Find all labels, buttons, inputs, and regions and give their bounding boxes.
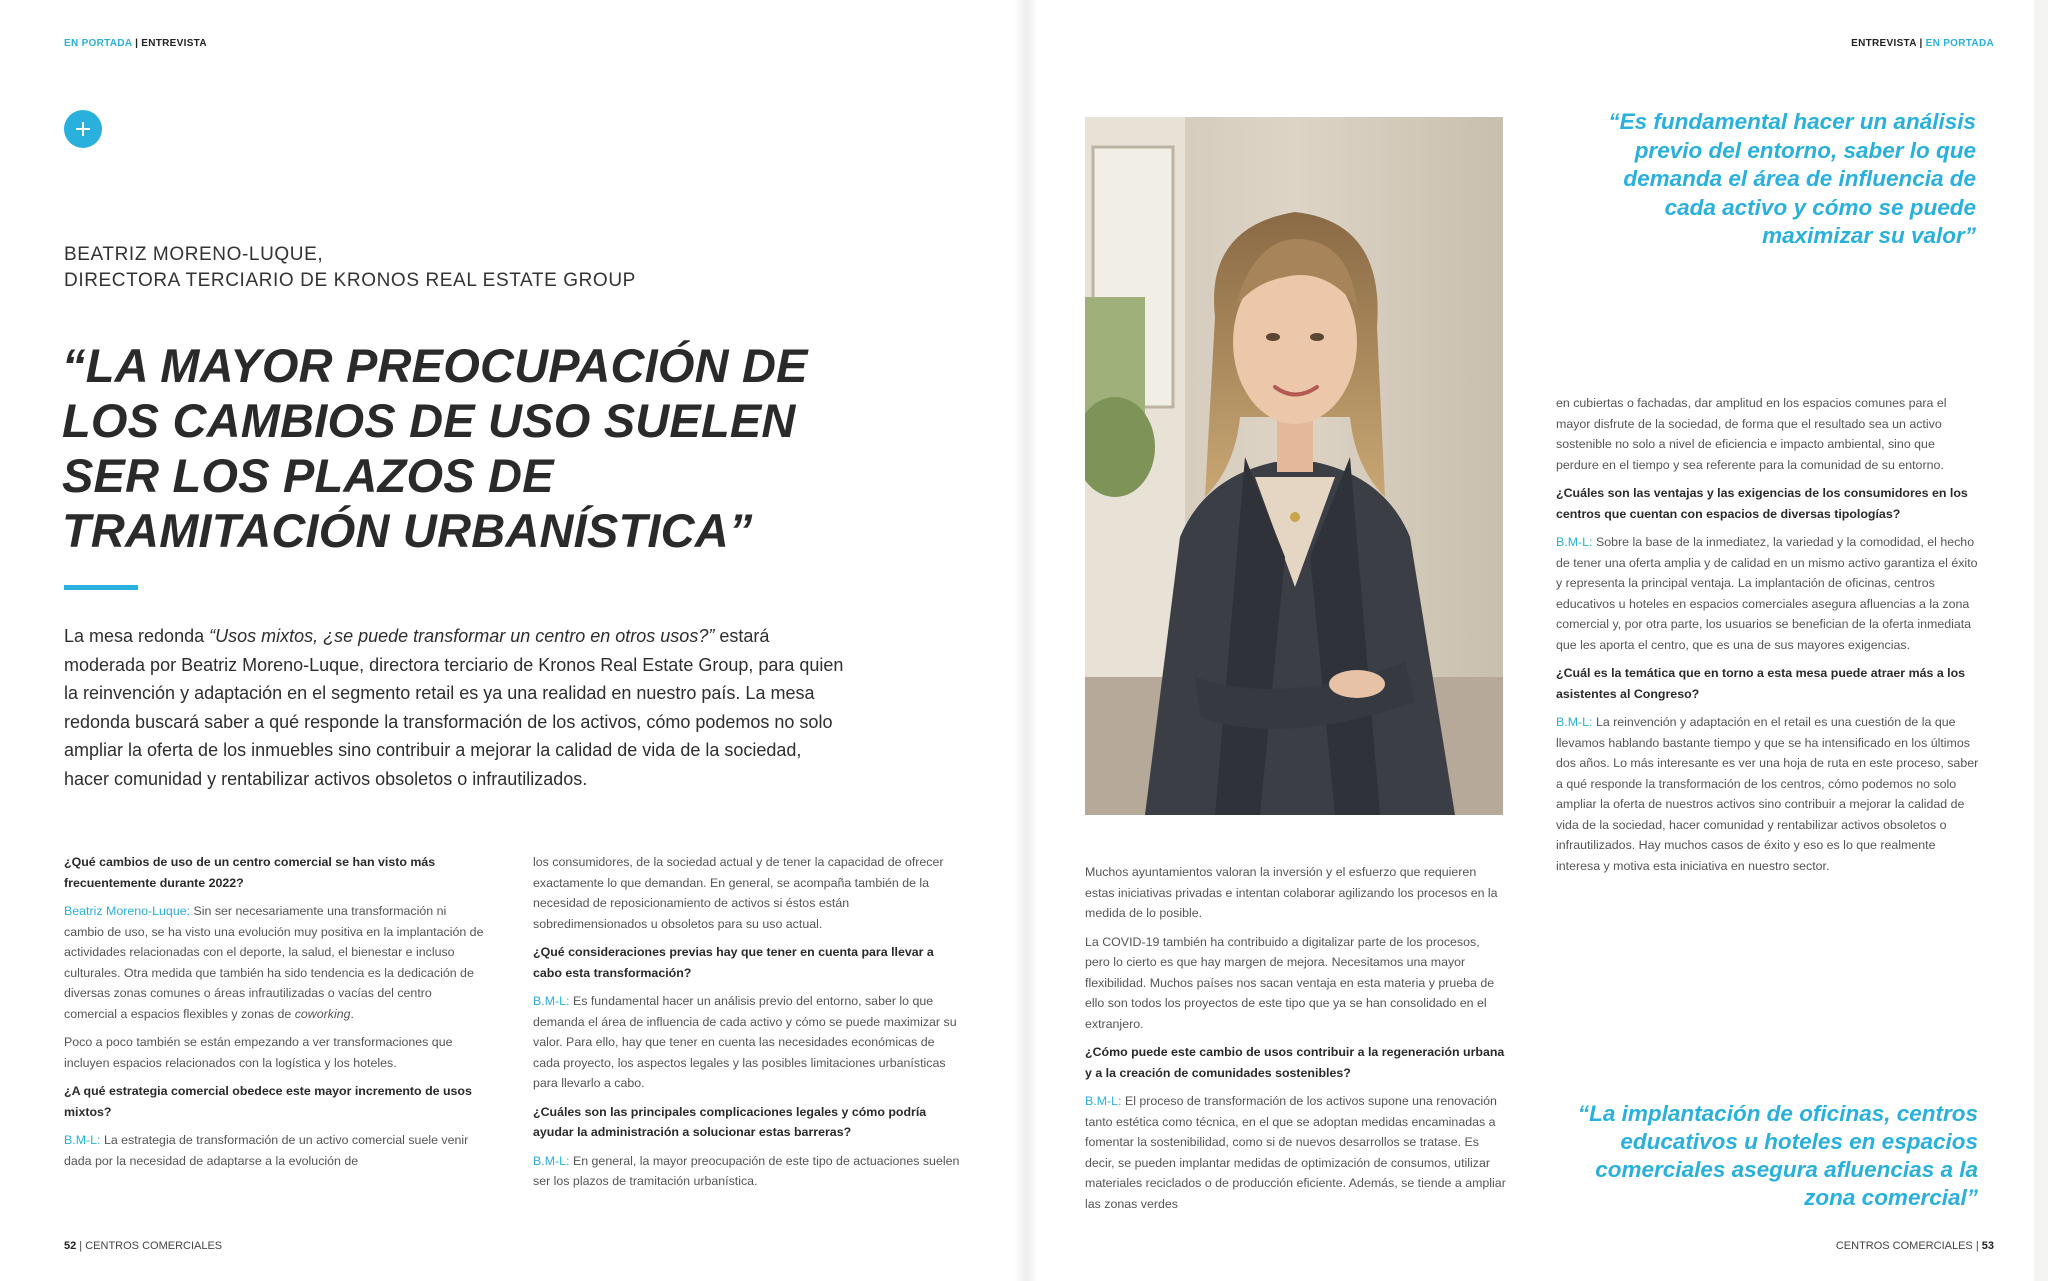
- answer: [64, 1130, 484, 1171]
- text-column-4: [1556, 393, 1980, 884]
- intro-text-1: La mesa redonda: [64, 626, 210, 646]
- answer-text: La estrategia de transformación de un activo comercial suele venir dada por la necesidad de adaptarse a la evolución de: [64, 1133, 469, 1168]
- question: ¿Cómo puede este cambio de usos contribuir a la regeneración urbana y a la creación de comunidades sostenibles?: [1085, 1045, 1505, 1080]
- question: ¿Qué consideraciones previas hay que tener en cuenta para llevar a cabo esta transformación?: [533, 945, 934, 980]
- answer-text: Sobre la base de la inmediatez, la variedad y la comodidad, el hecho de tener una oferta amplia y de calidad en un mismo activo garantiza el éxito y representa la principal ventaja. La implantación de oficinas, centros educativos u hoteles en espacios comerciales asegura afluencias a la zona comercial y, por otra parte, los usuarios se benefician de la oferta inmediata que les aporta el centro, que es una de sus mayores exigencias.: [1556, 535, 1978, 652]
- section-label-dark: ENTREVISTA: [1851, 38, 1917, 49]
- answer-text: Es fundamental hacer un análisis previo del entorno, saber lo que demanda el área de influencia de cada activo y cómo se puede maximizar su valor. Para ello, hay que tener en cuenta las necesidades económicas de cada proyecto, los aspectos legales y las posibles limitaciones urbanísticas para llevarlo a cabo.: [533, 994, 957, 1090]
- speaker-label: B.M-L:: [1556, 715, 1593, 729]
- speaker-label: B.M-L:: [1556, 535, 1593, 549]
- question: ¿Qué cambios de uso de un centro comercial se han visto más frecuentemente durante 2022?: [64, 855, 436, 890]
- answer-text: Sin ser necesariamente una transformación ni cambio de uso, se ha visto una evolución muy positiva en la implantación de actividades relacionadas con el deporte, la salud, el bienestar e incluso culturales. Otra medida que también ha sido tendencia es la dedicación de diversas zonas comunes o áreas infrautilizadas o vacías del centro comercial a espacios flexibles y zonas de: [64, 904, 484, 1021]
- text-column-2: [533, 852, 963, 1200]
- page-folio: [64, 1240, 222, 1252]
- intro-text-2: estará moderada por Beatriz Moreno-Luque, directora terciario de Kronos Real Estate Group, para quien la reinvención y adaptación en el segmento retail es ya una realidad en nuestro país. La mesa redonda buscará saber a qué responde la transformación de los activos, cómo podemos no solo ampliar la oferta de los inmuebles sino contribuir a mejorar la calidad de vida de la sociedad, hacer comunidad y rentabilizar activos obsoletos o infrautilizados.: [64, 626, 844, 789]
- section-label-sep: |: [132, 38, 142, 49]
- publication-name: CENTROS COMERCIALES: [1835, 1240, 1973, 1252]
- plus-button[interactable]: [64, 110, 102, 148]
- intro-paragraph: [64, 622, 844, 793]
- paragraph: Muchos ayuntamientos valoran la inversión y el esfuerzo que requieren estas iniciativas privadas e intentan colaborar agilizando los procesos en la medida de lo posible.: [1085, 865, 1498, 920]
- section-label-blue: EN PORTADA: [1925, 38, 1994, 49]
- question: ¿A qué estrategia comercial obedece este mayor incremento de usos mixtos?: [64, 1084, 472, 1119]
- byline-title: DIRECTORA TERCIARIO DE KRONOS REAL ESTATE GROUP: [64, 270, 636, 291]
- page-gutter: [1014, 0, 1038, 1281]
- answer: [64, 901, 484, 1024]
- answer: [533, 1151, 963, 1192]
- answer-italic: coworking: [294, 1006, 351, 1021]
- section-label-dark: ENTREVISTA: [141, 38, 207, 49]
- headline: “LA MAYOR PREOCUPACIÓN DE LOS CAMBIOS DE USO SUELEN SER LOS PLAZOS DE TRAMITACIÓN URBANÍSTICA”: [62, 339, 808, 557]
- accent-rule: [64, 585, 138, 590]
- answer-end: .: [350, 1006, 354, 1021]
- answer: [1085, 1091, 1507, 1214]
- paragraph: los consumidores, de la sociedad actual y de tener la capacidad de ofrecer exactamente lo que demandan. En general, se acompaña también de la necesidad de reposicionamiento de activos si éstos están sobredimensionados u obsoletos para su uso actual.: [533, 855, 944, 931]
- answer-text: En general, la mayor preocupación de este tipo de actuaciones suelen ser los plazos de tramitación urbanística.: [533, 1153, 960, 1188]
- answer-text: La reinvención y adaptación en el retail es una cuestión de la que llevamos hablando bastante tiempo y que se ha intensificado en los últimos dos años. Lo más interesante es ver una hoja de ruta en este proceso, saber a qué responde la transformación de los centros, cómo podemos no solo ampliar la oferta de nuestros activos sino contribuir a mejorar la calidad de vida de la sociedad, hacer comunidad y rentabilizar activos obsoletos o infrautilizados. Hay muchos casos de éxito y eso es lo que realmente interesa y motiva esta iniciativa en nuestro sector.: [1556, 715, 1979, 873]
- paragraph: La COVID-19 también ha contribuido a digitalizar parte de los procesos, pero lo cierto es que hay margen de mejora. Necesitamos una mayor flexibilidad. Muchos países nos sacan ventaja en esta materia y prueba de ello son todos los proyectos de este tipo que ya se han consolidado en el extranjero.: [1085, 934, 1495, 1031]
- portrait-photo: [1085, 117, 1503, 815]
- folio-sep: |: [1972, 1240, 1982, 1252]
- text-column-3: [1085, 862, 1507, 1222]
- speaker-label: B.M-L:: [64, 1133, 101, 1147]
- page-number: 52: [64, 1240, 77, 1252]
- text-column-1: [64, 852, 484, 1179]
- page-folio: [1836, 1240, 1994, 1252]
- paragraph: Poco a poco también se están empezando a ver transformaciones que incluyen espacios relacionados con la logística y los hoteles.: [64, 1035, 453, 1070]
- question: ¿Cuál es la temática que en torno a esta mesa puede atraer más a los asistentes al Congreso?: [1556, 666, 1966, 701]
- publication-name: CENTROS COMERCIALES: [85, 1240, 223, 1252]
- question: ¿Cuáles son las principales complicaciones legales y cómo podría ayudar la administración a solucionar estas barreras?: [533, 1104, 927, 1139]
- speaker-label: Beatriz Moreno-Luque:: [64, 904, 191, 918]
- section-label: [1851, 38, 1994, 49]
- paragraph: en cubiertas o fachadas, dar amplitud en los espacios comunes para el mayor disfrute de la sociedad, de forma que el resultado sea un activo sostenible no solo a nivel de eficiencia e impacto ambiental, sino que perdure en el tiempo y sea referente para la comunidad de su entorno.: [1556, 396, 1947, 472]
- section-label-sep: |: [1916, 38, 1926, 49]
- folio-sep: |: [76, 1240, 86, 1252]
- answer-text: El proceso de transformación de los activos supone una renovación tanto estética como técnica, en el que se adoptan medidas encaminadas a fomentar la sostenibilidad, como si de nuevos desarrollos se tratase. Es decir, se pueden implantar medidas de optimización de consumos, utilizar materiales reciclados o de producción eficiente. Además, se tiende a ampliar las zonas verdes: [1085, 1094, 1506, 1211]
- intro-italic-title: “Usos mixtos, ¿se puede transformar un centro en otros usos?”: [209, 626, 715, 646]
- speaker-label: B.M-L:: [1085, 1094, 1122, 1108]
- page-number: 53: [1981, 1240, 1994, 1252]
- byline: [64, 242, 636, 294]
- answer: [533, 991, 963, 1094]
- pull-quote-bottom: “La implantación de oficinas, centros educativos u hoteles en espacios comerciales asegura afluencias a la zona comercial”: [1577, 1101, 1978, 1210]
- speaker-label: B.M-L:: [533, 1153, 570, 1168]
- section-label: [64, 38, 207, 49]
- plus-icon: [72, 118, 94, 140]
- byline-name: BEATRIZ MORENO-LUQUE,: [64, 244, 324, 265]
- speaker-label: B.M-L:: [533, 994, 570, 1008]
- question: ¿Cuáles son las ventajas y las exigencias de los consumidores en los centros que cuentan con espacios de diversas tipologías?: [1556, 486, 1968, 521]
- pull-quote-top: “Es fundamental hacer un análisis previo del entorno, saber lo que demanda el área de influencia de cada activo y cómo se puede maximizar su valor”: [1608, 109, 1976, 248]
- answer: [1556, 532, 1980, 655]
- section-label-blue: EN PORTADA: [64, 38, 132, 49]
- answer: [1556, 712, 1980, 876]
